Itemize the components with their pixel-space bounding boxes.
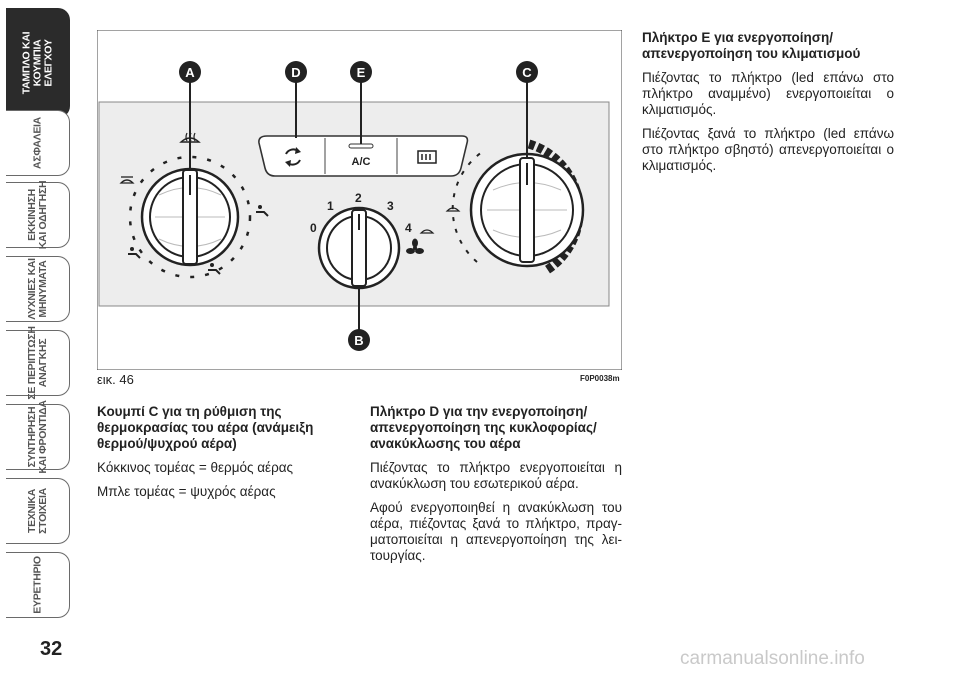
paragraph: Πιέζοντας το πλήκτρο (led επάνω στο πλήκτρο αναμμένο) ενεργοποιείται ο κλιματισμός.	[642, 70, 894, 117]
callout-a-label: A	[185, 65, 195, 80]
callout-b	[348, 329, 370, 351]
tab-label: ΤΕΧΝΙΚΑ ΣΤΟΙΧΕΙΑ	[25, 488, 49, 534]
tab-starting-driving[interactable]	[6, 182, 70, 248]
ac-label: A/C	[351, 156, 371, 168]
figure-caption: εικ. 46	[97, 372, 134, 387]
fan-speed-3: 3	[387, 199, 394, 213]
section-button-e	[642, 30, 894, 182]
tab-technical-data[interactable]	[6, 478, 70, 544]
tab-dashboard-controls[interactable]	[6, 8, 70, 118]
tab-label: ΕΚΚΙΝΗΣΗ ΚΑΙ ΟΔΗΓΗΣΗ	[25, 180, 49, 250]
tab-index[interactable]	[6, 552, 70, 618]
paragraph: Αφού ενεργοποιηθεί η ανακύκλωση του αέρα, πιέζοντας ξανά το πλήκτρο, πραγ-ματοποιείται η απενεργοποίηση της λει-τουργίας.	[370, 500, 622, 563]
callout-d-label: D	[291, 65, 301, 80]
paragraph: Πιέζοντας ξανά το πλήκτρο (led επάνω στο πλήκτρο σβηστό) απενεργοποιείται ο κλιματισμός.	[642, 126, 894, 173]
tab-label: ΣΥΝΤΗΡΗΣΗ ΚΑΙ ΦΡΟΝΤΙΔΑ	[25, 400, 49, 474]
watermark: carmanualsonline.info	[680, 648, 865, 669]
tab-label: ΕΥΡΕΤΗΡΙΟ	[31, 556, 43, 614]
paragraph: Κόκκινος τομέας = θερμός αέρας	[97, 460, 294, 475]
fan-speed-0: 0	[310, 221, 317, 235]
fan-speed-1: 1	[327, 199, 334, 213]
climate-control-figure	[97, 30, 622, 370]
callout-e-label: E	[356, 65, 366, 80]
section-heading: Πλήκτρο D για την ενεργοποίηση/απενεργοποίηση της κυκλοφορίας/ανακύκλωσης του αέρα	[370, 404, 597, 451]
section-knob-c	[97, 404, 332, 508]
section-heading: Πλήκτρο E για ενεργοποίηση/απενεργοποίηση του κλιματισμού	[642, 30, 861, 61]
callout-a	[179, 61, 201, 83]
tab-label: ΑΣΦΑΛΕΙΑ	[31, 117, 43, 169]
tab-label: ΣΕ ΠΕΡΙΠΤΩΣΗ ΑΝΑΓΚΗΣ	[25, 326, 49, 400]
figure-code: F0P0038m	[580, 374, 620, 383]
button-strip	[259, 136, 468, 176]
callout-b-label: B	[354, 333, 364, 348]
tab-emergency[interactable]	[6, 326, 70, 400]
section-heading: Κουμπί C για τη ρύθμιση της θερμοκρασίας του αέρα (ανάμειξη θερμού/ψυχρού αέρα)	[97, 404, 314, 451]
section-button-d	[370, 404, 622, 572]
section-sidebar	[0, 0, 72, 677]
paragraph: Μπλε τομέας = ψυχρός αέρας	[97, 484, 276, 499]
tab-label: ΛΥΧΝΙΕΣ ΚΑΙ ΜΗΝΥΜΑΤΑ	[25, 258, 49, 320]
callout-c	[516, 61, 538, 83]
tab-safety[interactable]	[6, 110, 70, 176]
fan-speed-4: 4	[405, 221, 412, 235]
fan-speed-2: 2	[355, 191, 362, 205]
page-number: 32	[40, 638, 63, 660]
callout-c-label: C	[522, 65, 532, 80]
callout-d	[285, 61, 307, 83]
paragraph: Πιέζοντας το πλήκτρο ενεργοποιείται η ανακύκλωση του εσωτερικού αέρα.	[370, 460, 622, 491]
callout-e	[350, 61, 372, 83]
tab-label: ΤΑΜΠΛΟ ΚΑΙ ΚΟΥΜΠΙΑ ΕΛΕΓΧΟΥ	[20, 31, 54, 95]
tab-warning-lights[interactable]	[6, 256, 70, 322]
tab-maintenance[interactable]	[6, 400, 70, 474]
